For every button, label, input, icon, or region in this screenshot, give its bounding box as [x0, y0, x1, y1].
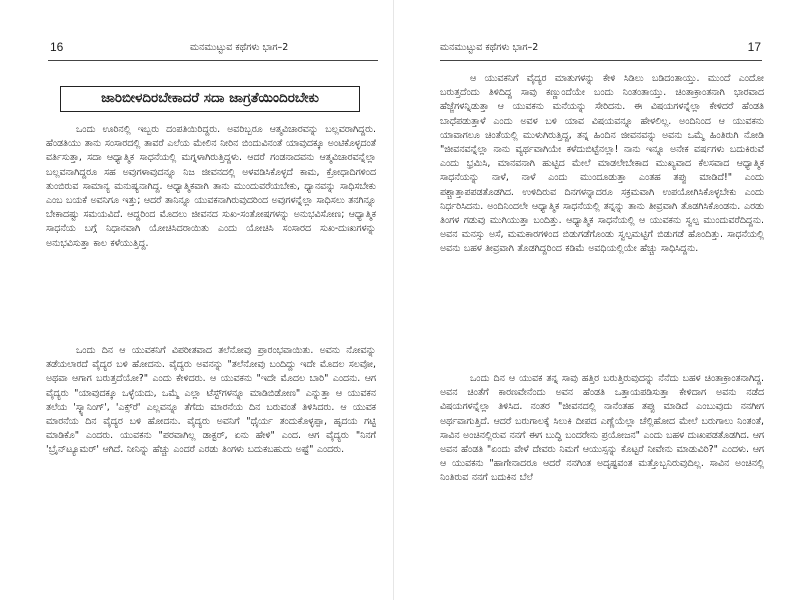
header-rule-right: [440, 60, 762, 61]
running-head-left: ಮನಮುಟ್ಟುವ ಕಥೆಗಳು ಭಾಗ–2: [190, 42, 289, 53]
paragraph-text: ಆ ಯುವಕನಿಗೆ ವೈದ್ಯರ ಮಾತುಗಳನ್ನು ಕೇಳಿ ಸಿಡಿಲು ಬಡಿದಂತಾಯ್ತು. ಮುಂದೆ ಎಂದೋ ಬರುತ್ತದೆಂದು ತಿಳಿದಿದ್ದ ಸಾವು ಕಣ್ಣುಂದೆಯೇ ಬಂದು ನಿಂತಂತಾಯ್ತು. ಚಿಂತಾಕ್ರಾಂತನಾಗಿ ಭಾರವಾದ ಹೆಜ್ಜೆಗಳನ್ನಿಡುತ್ತಾ ಆ ಯುವಕನು ಮನೆಯನ್ನು ಸೇರಿದನು. ಈ ವಿಷಯಗಳನ್ನೆಲ್ಲಾ ಕೇಳಿದರೆ ಹೆಂಡತಿ ಬಾಧೆಪಡುತ್ತಾಳೆ ಎಂದು ಅವಳ ಬಳಿ ಯಾವ ವಿಷಯವನ್ನೂ ಹೇಳಲಿಲ್ಲ. ಅಂದಿನಿಂದ ಆ ಯುವಕನು ಯಾವಾಗಲೂ ಚಿಂತೆಯಲ್ಲಿ ಮುಳುಗಿರುತ್ತಿದ್ದ, ತನ್ನ ಹಿಂದಿನ ಜೀವನವನ್ನು ಅವನು ಒಮ್ಮೆ ಹಿಂತಿರುಗಿ ನೋಡಿ "ಜೀವನವನ್ನೆಲ್ಲಾ ನಾನು ವ್ಯರ್ಥವಾಗಿಯೇ ಕಳೆದುಬಿಟ್ಟೆನಲ್ಲಾ! ನಾನು ಇನ್ನೂ ಅನೇಕ ವರ್ಷಗಳು ಬದುಕಿರುವೆ ಎಂದು ಭ್ರಮಿಸಿ, ಮಾನವನಾಗಿ ಹುಟ್ಟಿದ ಮೇಲೆ ಮಾಡಲೇಬೇಕಾದ ಮುಖ್ಯವಾದ ಕೆಲಸವಾದ ಆಧ್ಯಾತ್ಮಿಕ ಸಾಧನೆಯನ್ನು ನಾಳೆ, ನಾಳೆ ಎಂದು ಮುಂದೂಡುತ್ತಾ ಎಂತಹ ತಪ್ಪು ಮಾಡಿದೆ!" ಎಂದು ಪಶ್ಚಾತ್ತಾಪಪಡತೊಡಗಿದ. ಉಳಿದಿರುವ ದಿನಗಳನ್ನಾದರೂ ಸಕ್ರಮವಾಗಿ ಉಪಯೋಗಿಸಿಕೊಳ್ಳಬೇಕು ಎಂದು ನಿರ್ಧರಿಸಿದನು. ಅಂದಿನಿಂದಲೇ ಆಧ್ಯಾತ್ಮಿಕ ಸಾಧನೆಯಲ್ಲಿ ತನ್ನನ್ನು ತಾನು ತೀವ್ರವಾಗಿ ತೊಡಗಿಸಿಕೊಂಡನು. ಎರಡು ತಿಂಗಳ ಗಡುವು ಮುಗಿಯುತ್ತಾ ಬಂದಿತ್ತು. ಆಧ್ಯಾತ್ಮಿಕ ಸಾಧನೆಯಲ್ಲಿ ಆ ಯುವಕನು ಸ್ವಲ್ಪ ಮುಂದುವರೆದಿದ್ದನು. ಅವನ ಮನಸ್ಸು ಅಸೆ, ಮಮಕಾರಗಳಿಂದ ಬಿಡುಗಡೆಗೊಂಡು ಸ್ವಲ್ಪಮಟ್ಟಿಗೆ ಬಿಡುಗಡೆ ಹೊಂದಿತ್ತು. ಸಾಧನೆಯಲ್ಲಿ ಅವನು ಬಹಳ ತೀವ್ರವಾಗಿ ತೊಡಗಿದ್ದರಿಂದ ಕಡಿಮೆ ಅವಧಿಯಲ್ಲಿಯೇ ಹೆಚ್ಚು ಸಾಧಿಸಿದ್ದನು.: [440, 73, 764, 255]
left-page: [0, 0, 394, 600]
paragraph: [46, 344, 376, 584]
running-head-right: ಮನಮುಟ್ಟುವ ಕಥೆಗಳು ಭಾಗ–2: [440, 42, 539, 53]
header-rule-left: [48, 60, 378, 61]
paragraph-text: ಒಂದು ದಿನ ಆ ಯುವಕನಿಗೆ ವಿಪರೀತವಾದ ತಲೆನೋವು ಪ್ರಾರಂಭವಾಯಿತು. ಅವನು ನೋವನ್ನು ತಡೆಯಲಾರದೆ ವೈದ್ಯರ ಬಳಿ ಹೋದನು. ವೈದ್ಯರು ಅವನನ್ನು "ತಲೆನೋವು ಬಂದಿದ್ದು ಇದೇ ಮೊದಲ ಸಲವೋ, ಅಥವಾ ಆಗಾಗ ಬರುತ್ತದೆಯೋ?" ಎಂದು ಕೇಳಿದರು. ಆ ಯುವಕನು "ಇದೇ ಮೊದಲ ಬಾರಿ" ಎಂದನು. ಆಗ ವೈದ್ಯರು "ಯಾವುದಕ್ಕೂ ಒಳ್ಳೆಯದು, ಒಮ್ಮೆ ಎಲ್ಲಾ ಟೆಸ್ಟ್‌ಗಳನ್ನೂ ಮಾಡಿಬಿಡೋಣ" ಎನ್ನುತ್ತಾ ಆ ಯುವಕನ ತಲೆಯ 'ಸ್ಕ್ಯಾನಿಂಗ್', 'ಎಕ್ಸ್‌ರೆ' ಎಲ್ಲವನ್ನೂ ತೆಗೆದು ಮಾರನೆಯ ದಿನ ಬರುವಂತೆ ತಿಳಿಸಿದರು. ಆ ಯುವಕ ಮಾರನೆಯ ದಿನ ವೈದ್ಯರ ಬಳಿ ಹೋದನು. ವೈದ್ಯರು ಅವನಿಗೆ "ಧೈರ್ಯ ತಂದುಕೊಳ್ಳಪ್ಪಾ, ಹೃದಯ ಗಟ್ಟಿ ಮಾಡಿಕೊ" ಎಂದರು. ಯುವಕನು "ಪರವಾಗಿಲ್ಲ ಡಾಕ್ಟರ್, ಏನು ಹೇಳಿ" ಎಂದ. ಆಗ ವೈದ್ಯರು "ನಿನಗೆ 'ಬ್ರೈನ್‌ಟ್ಯೂಮರ್' ಆಗಿದೆ. ನೀನಿನ್ನು ಹೆಚ್ಚು ಎಂದರೆ ಎರಡು ತಿಂಗಳು ಬದುಕಬಹುದು ಅಷ್ಟೆ" ಎಂದರು.: [46, 345, 376, 456]
right-page: [394, 0, 789, 600]
page-number-left: 16: [50, 40, 64, 54]
paragraph: [440, 72, 764, 372]
paragraph-text: ಒಂದು ಊರಿನಲ್ಲಿ ಇಬ್ಬರು ದಂಪತಿಯಿರಿದ್ದರು. ಅವರಿಬ್ಬರೂ ಆತ್ಮವಿಚಾರವನ್ನು ಬಲ್ಲವರಾಗಿದ್ದರು. ಹೆಂಡತಿಯು ತಾನು ಸಂಸಾರದಲ್ಲಿ ತಾವರೆ ಎಲೆಯ ಮೇಲಿನ ನೀರಿನ ಬಿಂದುವಿನಂತೆ ಯಾವುದಕ್ಕೂ ಅಂಟಿಕೊಳ್ಳದಂತೆ ವರ್ತಿಸುತ್ತಾ, ಸದಾ ಆಧ್ಯಾತ್ಮಿಕ ಸಾಧನೆಯಲ್ಲಿ ಮಗ್ನಳಾಗಿರುತ್ತಿದ್ದಳು. ಆದರೆ ಗಂಡನಾದವನು ಆತ್ಮವಿಚಾರವನ್ನೆಲ್ಲಾ ಬಲ್ಲವನಾಗಿದ್ದರೂ ಸಹ ಅವುಗಳಾವುದನ್ನೂ ನಿಜ ಜೀವನದಲ್ಲಿ ಅಳವಡಿಸಿಕೊಳ್ಳದೆ ಕಾಮ, ಕ್ರೋಧಾದಿಗಳಿಂದ ತುಂಬಿರುವ ಸಾಮಾನ್ಯ ಮನುಷ್ಯನಾಗಿದ್ದ. ಆಧ್ಯಾತ್ಮಿಕವಾಗಿ ತಾನು ಮುಂದುವರೆಯಬೇಕು, ಧ್ಯಾನವನ್ನು ಸಾಧಿಸಬೇಕು ಎಂಬ ಬಯಕೆ ಅವನಿಗೂ ಇತ್ತು; ಆದರೆ ತಾನಿನ್ನೂ ಯುವಕನಾಗಿರುವುದರಿಂದ ಅವುಗಳನ್ನೆಲ್ಲಾ ಸಾಧಿಸಲು ತನಗಿನ್ನೂ ಬೇಕಾದಷ್ಟು ಸಮಯವಿದೆ. ಆದ್ದರಿಂದ ಮೊದಲು ಜೀವನದ ಸುಖ-ಸಂತೋಷಗಳನ್ನು ಅನುಭವಿಸೋಣ; ಆಧ್ಯಾತ್ಮಿಕ ಸಾಧನೆಯ ಬಗ್ಗೆ ನಿಧಾನವಾಗಿ ಯೋಚಿಸಿದರಾಯಿತು ಎಂದು ಯೋಚಿಸಿ ಸಂಸಾರದ ಸುಖ-ದುಃಖಗಳನ್ನು ಅನುಭವಿಸುತ್ತಾ ಕಾಲ ಕಳೆಯುತ್ತಿದ್ದ.: [46, 124, 376, 249]
paragraph-text: ಒಂದು ದಿನ ಆ ಯುವಕ ತನ್ನ ಸಾವು ಹತ್ತಿರ ಬರುತ್ತಿರುವುದನ್ನು ನೆನೆದು ಬಹಳ ಚಿಂತಾಕ್ರಾಂತನಾಗಿದ್ದ. ಅವನ ಚಿಂತೆಗೆ ಕಾರಣವೇನೆಂದು ಅವನ ಹೆಂಡತಿ ಒತ್ತಾಯಪಡಿಸುತ್ತಾ ಕೇಳಿದಾಗ ಅವನು ನಡೆದ ವಿಷಯಗಳನ್ನೆಲ್ಲಾ ತಿಳಿಸಿದ. ನಂತರ "ಜೀವನದಲ್ಲಿ ನಾನೆಂತಹ ತಪ್ಪು ಮಾಡಿದೆ ಎಂಬುವುದು ನನಗೀಗ ಅರ್ಥವಾಗುತ್ತಿದೆ. ಆದರೆ ಬರುಗಾಲಕ್ಕೆ ಸಿಲುಕಿ ದೀಪದ ಎಣ್ಣೆಯೆಲ್ಲಾ ಚೆಲ್ಲಿಹೋದ ಮೇಲೆ ಬರುಗಾಲು ನಿಂತಂತೆ, ಸಾವಿನ ಅಂಚಿನಲ್ಲಿರುವ ನನಗೆ ಈಗ ಬುದ್ಧಿ ಬಂದರೇನು ಪ್ರಯೋಜನ" ಎಂದು ಬಹಳ ದುಃಖಪಡತೊಡಗಿದ. ಆಗ ಅವನ ಹೆಂಡತಿ "ಏಂದು ವೇಳೆ ದೇವರು ನಿಮಗೆ ಆಯುಸ್ಸನ್ನು ಕೊಟ್ಟರೆ ನೀವೇನು ಮಾಡುವಿರಿ?" ಎಂದಳು. ಆಗ ಆ ಯುವಕನು "ಹಾಗೇನಾದರೂ ಆದರೆ ನನಗಿಂತ ಅದೃಷ್ಟವಂತ ಮತ್ತೊಬ್ಬನಿರುವುದಿಲ್ಲ. ಸಾವಿನ ಅಂಚಿನಲ್ಲಿ ನಿಂತಿರುವ ನನಗೆ ಬದುಕಿನ ಬೆಲೆ: [440, 373, 764, 484]
paragraph: [440, 372, 764, 598]
story-title: ಜಾರಿಬೀಳದಿರಬೇಕಾದರೆ ಸದಾ ಜಾಗ್ರತೆಯಿಂದಿರಬೇಕು: [60, 86, 360, 112]
page-number-right: 17: [747, 40, 761, 54]
